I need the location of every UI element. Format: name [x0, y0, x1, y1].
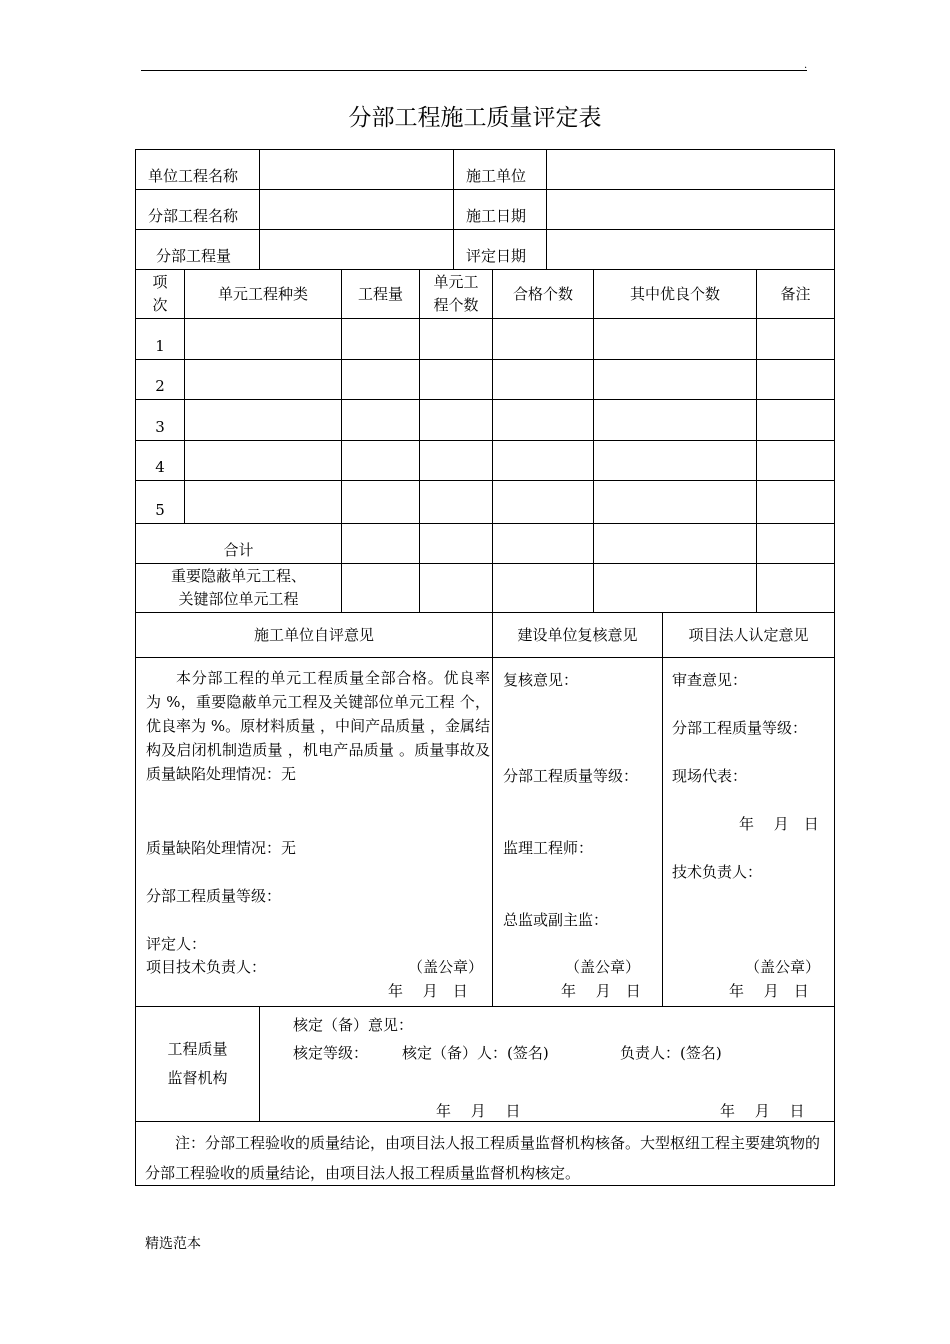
review-chief: 总监或副主监： — [503, 911, 609, 929]
cell-r1-excellent[interactable] — [594, 319, 757, 360]
cell-r2-excellent[interactable] — [594, 360, 757, 400]
header-remark: 备注 — [757, 270, 835, 319]
row-number-4: 4 — [135, 441, 185, 481]
page-title: 分部工程施工质量评定表 — [348, 105, 602, 131]
self-evaluator: 评定人： — [146, 935, 207, 953]
review-opinion: 复核意见： — [503, 671, 579, 689]
cell-r3-unit-type[interactable] — [185, 400, 342, 441]
cell-r3-remark[interactable] — [757, 400, 835, 441]
label-evaluation-date: 评定日期 — [454, 230, 547, 270]
confirm-seal: （盖公章） — [745, 958, 821, 976]
review-body[interactable] — [493, 658, 663, 1007]
note-row — [135, 1122, 835, 1186]
row-number-2: 2 — [135, 360, 185, 400]
cell-r1-qualified[interactable] — [493, 319, 594, 360]
cell-r2-unit-count[interactable] — [420, 360, 493, 400]
header-unit-count-2: 程个数 — [433, 296, 479, 314]
cell-key-quantity[interactable] — [342, 564, 420, 613]
cell-total-quantity[interactable] — [342, 524, 420, 564]
cell-r4-qualified[interactable] — [493, 441, 594, 481]
page-footer: 精选范本 — [145, 1236, 201, 1252]
confirm-grade: 分部工程质量等级： — [672, 719, 808, 737]
review-seal: （盖公章） — [565, 958, 641, 976]
cell-r5-qualified[interactable] — [493, 481, 594, 524]
supervision-body[interactable] — [260, 1007, 835, 1122]
cell-r1-quantity[interactable] — [342, 319, 420, 360]
self-quality-grade: 分部工程质量等级： — [146, 887, 282, 905]
cell-r5-excellent[interactable] — [594, 481, 757, 524]
header-item-no-1: 项 — [152, 273, 168, 291]
cell-key-excellent[interactable] — [594, 564, 757, 613]
cell-total-excellent[interactable] — [594, 524, 757, 564]
supervision-responsible: 负责人：(签名) — [620, 1044, 722, 1062]
self-eval-paragraph: 本分部工程的单元工程质量全部合格。优良率为 %，重要隐蔽单元工程及关键部位单元工程 个，优良率为 %。原材料质量 ，中间产品质量 ，金属结构及启闭机制造质量 ，机电产品质量 。质量事故及质量缺陷处理情况：无 — [146, 669, 490, 783]
cell-total-remark[interactable] — [757, 524, 835, 564]
header-item-no — [135, 270, 185, 319]
cell-r5-unit-type[interactable] — [185, 481, 342, 524]
cell-r2-unit-type[interactable] — [185, 360, 342, 400]
supervision-date-left: 年 月 日 — [436, 1102, 521, 1120]
cell-r3-unit-count[interactable] — [420, 400, 493, 441]
cell-key-remark[interactable] — [757, 564, 835, 613]
cell-r4-unit-type[interactable] — [185, 441, 342, 481]
review-title: 建设单位复核意见 — [493, 613, 663, 658]
header-excellent: 其中优良个数 — [594, 270, 757, 319]
supervision-grade: 核定等级： — [293, 1044, 369, 1062]
review-grade: 分部工程质量等级： — [503, 767, 639, 785]
cell-r1-unit-count[interactable] — [420, 319, 493, 360]
header-unit-count-1: 单元工 — [433, 273, 479, 291]
field-evaluation-date[interactable] — [547, 230, 835, 270]
field-division-quantity[interactable] — [260, 230, 454, 270]
total-label: 合计 — [135, 524, 342, 564]
confirm-date-2: 年 月 日 — [729, 982, 809, 1000]
self-date: 年 月 日 — [388, 982, 468, 1000]
cell-key-qualified[interactable] — [493, 564, 594, 613]
cell-total-unit-count[interactable] — [420, 524, 493, 564]
cell-r3-quantity[interactable] — [342, 400, 420, 441]
label-division-quantity: 分部工程量 — [135, 230, 260, 270]
cell-r2-remark[interactable] — [757, 360, 835, 400]
confirm-title: 项目法人认定意见 — [663, 613, 835, 658]
label-construction-unit: 施工单位 — [454, 149, 547, 190]
header-unit-count — [420, 270, 493, 319]
header-quantity: 工程量 — [342, 270, 420, 319]
supervision-verifier: 核定（备）人：(签名) — [402, 1044, 549, 1062]
supervision-opinion: 核定（备）意见： — [293, 1016, 414, 1034]
cell-r5-remark[interactable] — [757, 481, 835, 524]
label-division-project-name: 分部工程名称 — [135, 190, 260, 230]
confirm-site-rep: 现场代表： — [672, 767, 748, 785]
key-units-label — [135, 564, 342, 613]
cell-r4-unit-count[interactable] — [420, 441, 493, 481]
self-eval-title: 施工单位自评意见 — [135, 613, 493, 658]
cell-r4-excellent[interactable] — [594, 441, 757, 481]
label-unit-project-name: 单位工程名称 — [135, 149, 260, 190]
cell-total-qualified[interactable] — [493, 524, 594, 564]
header-qualified: 合格个数 — [493, 270, 594, 319]
supervision-date-right: 年 月 日 — [720, 1102, 805, 1120]
review-date: 年 月 日 — [561, 982, 641, 1000]
review-supervisor: 监理工程师： — [503, 839, 594, 857]
confirm-date-1: 年 月 日 — [739, 815, 819, 833]
key-units-label-2: 关键部位单元工程 — [178, 590, 299, 608]
self-tech-lead: 项目技术负责人： — [146, 958, 267, 976]
cell-r2-quantity[interactable] — [342, 360, 420, 400]
header-unit-type: 单元工程种类 — [185, 270, 342, 319]
evaluation-form — [135, 149, 835, 1186]
row-number-5: 5 — [135, 481, 185, 524]
cell-r4-quantity[interactable] — [342, 441, 420, 481]
header-rule — [141, 70, 807, 71]
cell-r5-quantity[interactable] — [342, 481, 420, 524]
field-construction-unit[interactable] — [547, 149, 835, 190]
self-seal: （盖公章） — [408, 958, 484, 976]
field-unit-project-name[interactable] — [260, 149, 454, 190]
self-defect-handling: 质量缺陷处理情况：无 — [146, 839, 297, 857]
cell-r5-unit-count[interactable] — [420, 481, 493, 524]
cell-r4-remark[interactable] — [757, 441, 835, 481]
key-units-label-1: 重要隐蔽单元工程、 — [170, 567, 306, 585]
label-construction-date: 施工日期 — [454, 190, 547, 230]
supervision-label-1: 工程质量 — [167, 1040, 228, 1058]
cell-r1-remark[interactable] — [757, 319, 835, 360]
header-dot: . — [804, 60, 808, 71]
supervision-label-2: 监督机构 — [167, 1069, 228, 1087]
row-number-3: 3 — [135, 400, 185, 441]
supervision-label — [135, 1007, 260, 1122]
field-construction-date[interactable] — [547, 190, 835, 230]
note-text: 注：分部工程验收的质量结论，由项目法人报工程质量监督机构核备。大型枢纽工程主要建筑物的分部工程验收的质量结论，由项目法人报工程质量监督机构核定。 — [145, 1134, 821, 1182]
cell-r2-qualified[interactable] — [493, 360, 594, 400]
cell-r3-excellent[interactable] — [594, 400, 757, 441]
cell-key-unit-count[interactable] — [420, 564, 493, 613]
cell-r1-unit-type[interactable] — [185, 319, 342, 360]
field-division-project-name[interactable] — [260, 190, 454, 230]
header-item-no-2: 次 — [152, 296, 168, 314]
row-number-1: 1 — [135, 319, 185, 360]
self-eval-body[interactable] — [135, 658, 493, 1007]
cell-r3-qualified[interactable] — [493, 400, 594, 441]
confirm-body[interactable] — [663, 658, 835, 1007]
confirm-opinion: 审查意见： — [672, 671, 748, 689]
confirm-tech-lead: 技术负责人： — [672, 863, 763, 881]
